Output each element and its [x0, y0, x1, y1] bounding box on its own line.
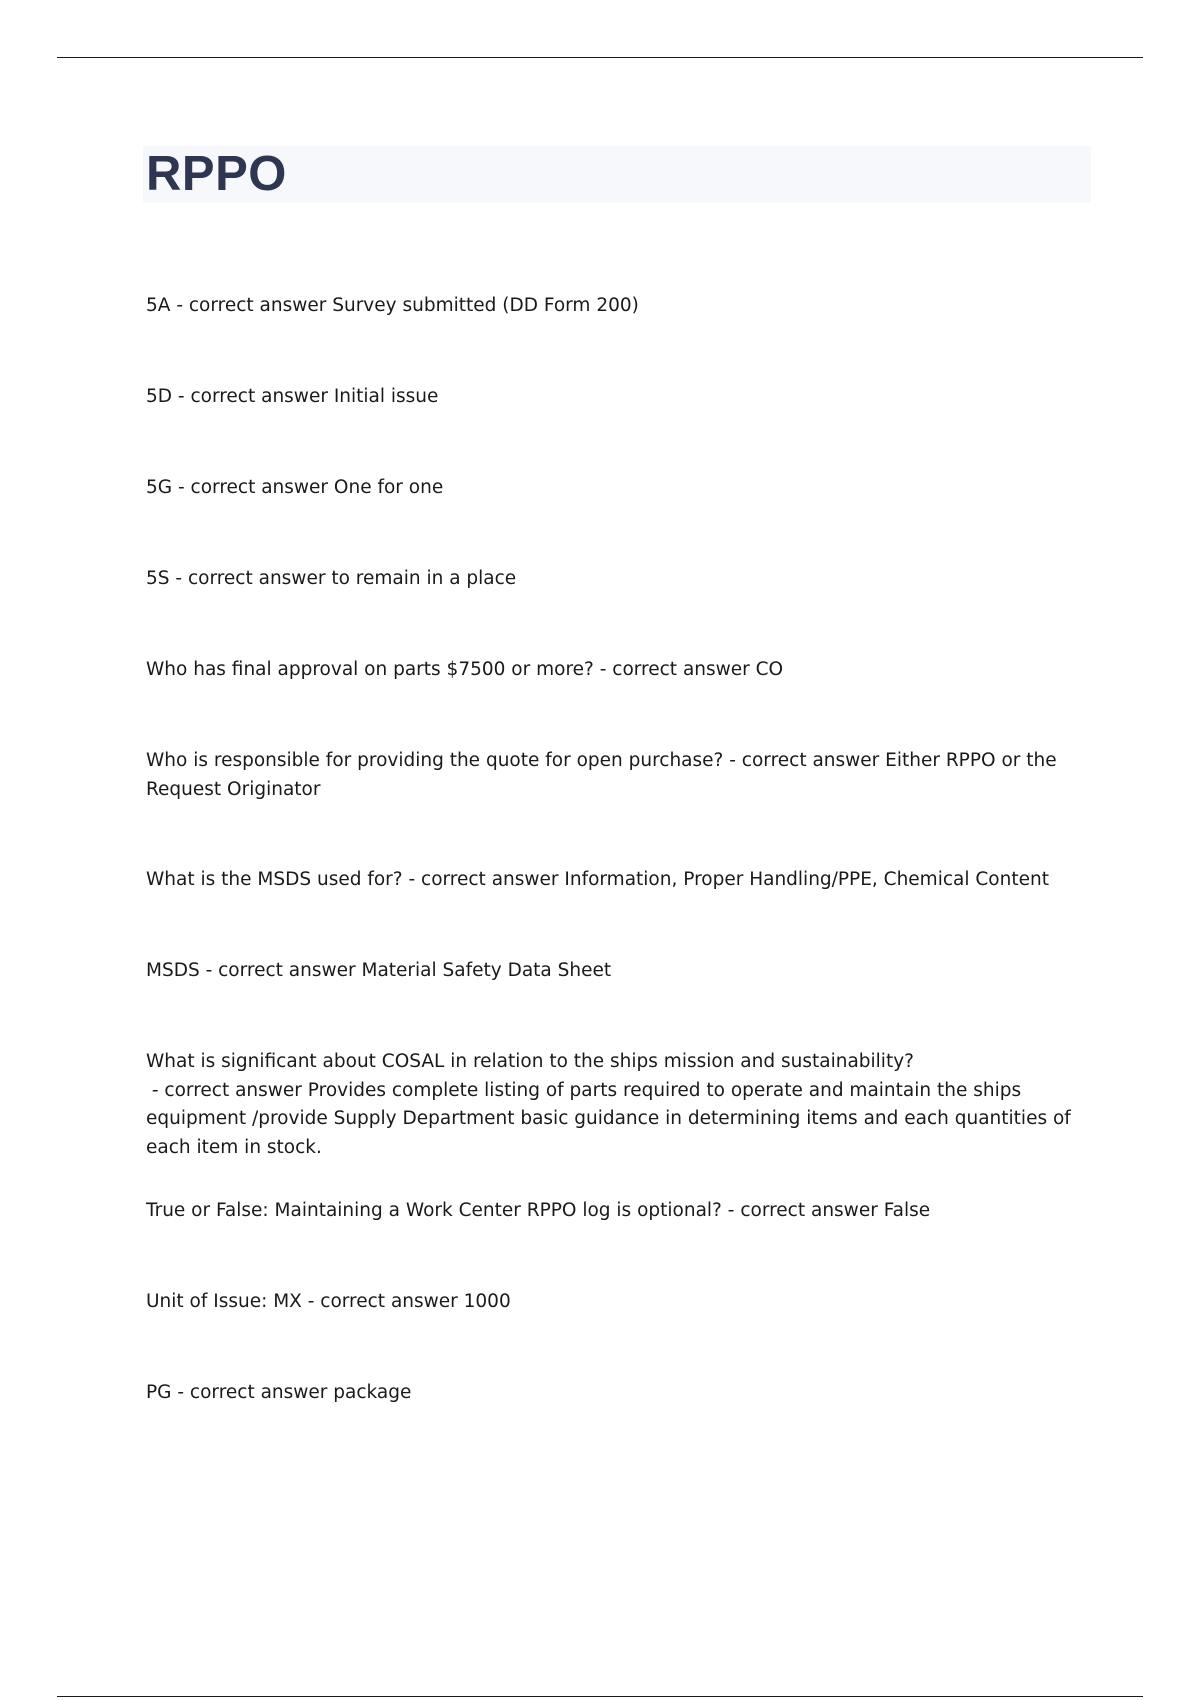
document-title: RPPO [146, 147, 287, 201]
qa-question: MSDS [146, 960, 200, 981]
qa-separator: - correct answer [723, 750, 886, 771]
qa-answer: False [883, 1200, 931, 1221]
qa-answer: Provides complete listing of parts required to operate and maintain the ships equipment /provide Supply Department basic guidance in determining items and each quantities of each item in stock. [146, 1079, 1071, 1158]
qa-separator: - correct answer [172, 386, 334, 407]
qa-question: 5A [146, 295, 171, 316]
qa-separator: - correct answer [169, 568, 332, 589]
qa-separator: - correct answer [402, 869, 565, 890]
qa-item [146, 565, 1096, 594]
qa-question: 5G [146, 477, 173, 498]
qa-separator: - correct answer [721, 1200, 884, 1221]
top-rule [57, 57, 1143, 58]
qa-separator: - correct answer [171, 1382, 334, 1403]
qa-item [146, 474, 1096, 503]
qa-item [146, 747, 1096, 804]
qa-answer: Information, Proper Handling/PPE, Chemical Content [564, 869, 1049, 890]
qa-item [146, 1048, 1096, 1162]
qa-question: True or False: Maintaining a Work Center RPPO log is optional? [146, 1200, 722, 1221]
qa-answer: CO [755, 659, 784, 680]
qa-question: Unit of Issue: MX [146, 1291, 302, 1312]
qa-item [146, 383, 1096, 412]
qa-item [146, 957, 1096, 986]
qa-answer: to remain in a place [331, 568, 517, 589]
qa-question: 5D [146, 386, 173, 407]
qa-answer: Survey submitted (DD Form 200) [332, 295, 639, 316]
qa-item [146, 656, 1096, 685]
qa-answer: Either RPPO or the Request Originator [146, 750, 1057, 800]
qa-question: Who is responsible for providing the quote for open purchase? [146, 750, 724, 771]
qa-separator: - correct answer [199, 960, 362, 981]
qa-answer: Material Safety Data Sheet [361, 960, 612, 981]
qa-item [146, 1379, 1096, 1408]
qa-separator: - correct answer [301, 1291, 464, 1312]
qa-question: 5S [146, 568, 170, 589]
qa-question: What is the MSDS used for? [146, 869, 403, 890]
qa-question: PG [146, 1382, 172, 1403]
qa-answer: One for one [333, 477, 444, 498]
qa-question: Who has final approval on parts $7500 or more? [146, 659, 594, 680]
qa-item [146, 1197, 1096, 1226]
qa-separator: - correct answer [146, 1079, 308, 1101]
qa-item [146, 866, 1096, 895]
qa-answer: Initial issue [333, 386, 439, 407]
bottom-rule [57, 1696, 1143, 1697]
qa-separator: - correct answer [593, 659, 756, 680]
qa-answer: 1000 [463, 1291, 511, 1312]
qa-item [146, 1288, 1096, 1317]
qa-item [146, 292, 1096, 321]
qa-question: What is significant about COSAL in relation to the ships mission and sustainability? [146, 1051, 914, 1072]
qa-separator: - correct answer [170, 295, 333, 316]
qa-separator: - correct answer [172, 477, 334, 498]
qa-answer: package [333, 1382, 412, 1403]
